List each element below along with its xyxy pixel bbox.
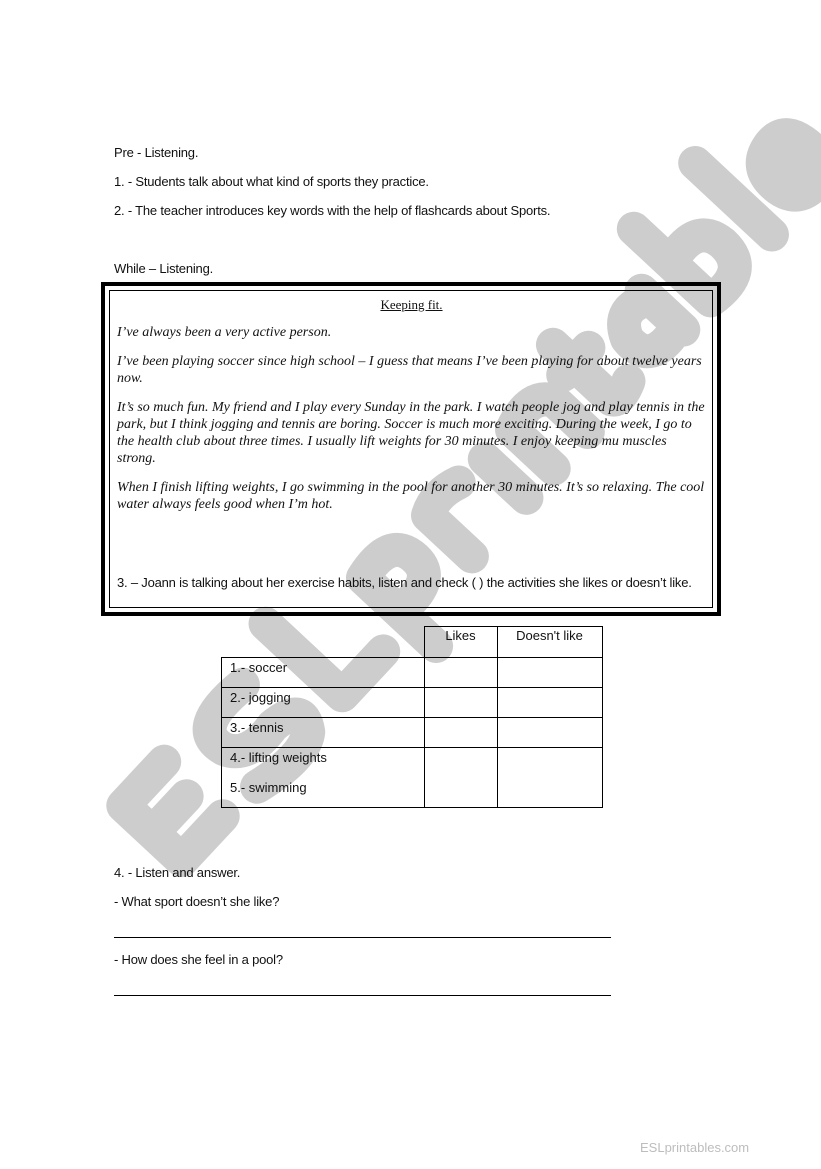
activity-tennis: 3.- tennis [222, 718, 425, 748]
table-row [222, 688, 603, 718]
likes-checkbox-cell[interactable] [424, 748, 497, 808]
table-row [222, 748, 603, 808]
story-paragraph-4: When I finish lifting weights, I go swimming in the pool for another 30 minutes. It’s so relaxing. The cool water always feels good when I’m hot. [117, 480, 705, 512]
doesnt-like-checkbox-cell[interactable] [497, 748, 602, 808]
table-row [222, 718, 603, 748]
question-2: - How does she feel in a pool? [114, 952, 283, 967]
activity-lifting-swimming [222, 748, 425, 808]
questions-heading: 4. - Listen and answer. [114, 865, 241, 880]
table-row [222, 658, 603, 688]
story-box-inner-border [109, 290, 713, 608]
likes-checkbox-cell[interactable] [424, 658, 497, 688]
pre-listening-step-1: 1. - Students talk about what kind of sports they practice. [114, 174, 429, 189]
watermark-text: ESLprintables.com [640, 1140, 750, 1155]
column-header-likes: Likes [424, 627, 497, 658]
story-box [101, 282, 721, 616]
story-paragraph-2: I’ve been playing soccer since high school – I guess that means I’ve been playing for about twelve years now. [117, 354, 702, 386]
column-header-doesnt-like: Doesn't like [497, 627, 602, 658]
table-blank-header [222, 627, 425, 658]
doesnt-like-checkbox-cell[interactable] [497, 688, 602, 718]
watermark-letter-shape [752, 126, 821, 205]
answer-line-2[interactable] [114, 995, 611, 996]
likes-checkbox-cell[interactable] [424, 688, 497, 718]
activity-swimming: 5.- swimming [230, 780, 307, 795]
answer-line-1[interactable] [114, 937, 611, 938]
likes-checkbox-cell[interactable] [424, 718, 497, 748]
doesnt-like-checkbox-cell[interactable] [497, 718, 602, 748]
question-1: - What sport doesn’t she like? [114, 894, 280, 909]
likes-table [221, 626, 734, 808]
activity-lifting-weights: 4.- lifting weights [230, 750, 327, 765]
story-paragraph-3: It’s so much fun. My friend and I play every Sunday in the park. I watch people jog and play tennis in the park, but I think jogging and tennis are boring. Soccer is much more exciting. During the week, I go to the health club about three times. I usually lift weights for 30 minutes. I enjoy keeping mu muscles strong. [117, 400, 705, 466]
exercise-3-instruction: 3. – Joann is talking about her exercise habits, listen and check ( ) the activities she likes or doesn’t like. [117, 575, 692, 590]
while-listening-heading: While – Listening. [114, 261, 214, 276]
pre-listening-step-2: 2. - The teacher introduces key words with the help of flashcards about Sports. [114, 203, 551, 218]
doesnt-like-checkbox-cell[interactable] [497, 658, 602, 688]
activity-jogging: 2.- jogging [222, 688, 425, 718]
story-title: Keeping fit. [380, 297, 443, 312]
story-paragraph-1: I’ve always been a very active person. [117, 325, 332, 340]
pre-listening-heading: Pre - Listening. [114, 145, 199, 160]
table-header-row [222, 627, 603, 658]
activity-soccer: 1.- soccer [222, 658, 425, 688]
